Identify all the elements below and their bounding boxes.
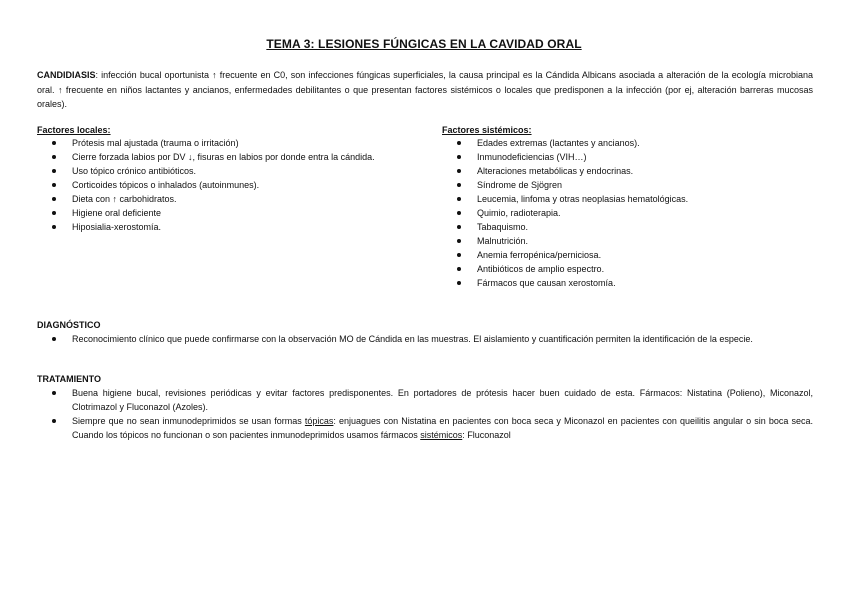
intro-paragraph bbox=[37, 68, 813, 112]
diagnosis-heading: DIAGNÓSTICO bbox=[37, 320, 101, 330]
bullet-icon bbox=[457, 141, 461, 145]
bullet-icon bbox=[52, 183, 56, 187]
list-item: Anemia ferropénica/perniciosa. bbox=[442, 248, 812, 262]
list-item: Fármacos que causan xerostomía. bbox=[442, 276, 812, 290]
list-item: Inmunodeficiencias (VIH…) bbox=[442, 150, 812, 164]
bullet-icon bbox=[52, 337, 56, 341]
bullet-icon bbox=[52, 141, 56, 145]
list-item: Cierre forzada labios por DV ↓, fisuras en labios por donde entra la cándida. bbox=[37, 150, 407, 164]
systemic-factors-heading: Factores sistémicos: bbox=[442, 125, 532, 135]
treatment-list bbox=[37, 386, 813, 442]
bullet-icon bbox=[457, 267, 461, 271]
bullet-icon bbox=[457, 253, 461, 257]
list-item: Quimio, radioterapia. bbox=[442, 206, 812, 220]
bullet-icon bbox=[457, 211, 461, 215]
list-item: Hiposialia-xerostomía. bbox=[37, 220, 407, 234]
topicas-term: tópicas bbox=[304, 416, 334, 426]
list-item: Corticoides tópicos o inhalados (autoinmunes). bbox=[37, 178, 407, 192]
bullet-icon bbox=[52, 197, 56, 201]
list-item: Malnutrición. bbox=[442, 234, 812, 248]
bullet-icon bbox=[457, 197, 461, 201]
treatment-heading: TRATAMIENTO bbox=[37, 374, 101, 384]
diagnosis-list bbox=[37, 332, 813, 346]
list-item: Reconocimiento clínico que puede confirmarse con la observación MO de Cándida en las muestras. El aislamiento y cuantificación permiten la identificación de la especie. bbox=[37, 332, 813, 346]
bullet-icon bbox=[457, 239, 461, 243]
list-item: Prótesis mal ajustada (trauma o irritación) bbox=[37, 136, 407, 150]
bullet-icon bbox=[52, 211, 56, 215]
list-item: Edades extremas (lactantes y ancianos). bbox=[442, 136, 812, 150]
list-item: Dieta con ↑ carbohidratos. bbox=[37, 192, 407, 206]
list-item: Buena higiene bucal, revisiones periódicas y evitar factores predisponentes. En portadores de prótesis hacer buen cuidado de esta. Fármacos: Nistatina (Polieno), Miconazol, Clotrimazol y Fluconazol (Azoles). bbox=[37, 386, 813, 414]
local-factors-heading: Factores locales: bbox=[37, 125, 111, 135]
list-item: Leucemia, linfoma y otras neoplasias hematológicas. bbox=[442, 192, 812, 206]
list-item: Antibióticos de amplio espectro. bbox=[442, 262, 812, 276]
bullet-icon bbox=[457, 155, 461, 159]
intro-term: CANDIDIASIS bbox=[37, 70, 96, 80]
list-item: Síndrome de Sjögren bbox=[442, 178, 812, 192]
bullet-icon bbox=[52, 225, 56, 229]
list-item: Higiene oral deficiente bbox=[37, 206, 407, 220]
bullet-icon bbox=[457, 183, 461, 187]
systemic-factors-list bbox=[442, 136, 812, 290]
list-item: Tabaquismo. bbox=[442, 220, 812, 234]
list-item: Uso tópico crónico antibióticos. bbox=[37, 164, 407, 178]
list-item: Siempre que no sean inmunodeprimidos se usan formas tópicas: enjuagues con Nistatina en pacientes con boca seca y Miconazol en pacientes con queilitis angular o sin boca seca. Cuando los tópicos no funcionan o son pacientes inmunodeprimidos usamos fármacos sistémicos: Fluconazol bbox=[37, 414, 813, 442]
local-factors-list bbox=[37, 136, 407, 234]
bullet-icon bbox=[52, 169, 56, 173]
list-item: Alteraciones metabólicas y endocrinas. bbox=[442, 164, 812, 178]
sistemicos-term: sistémicos bbox=[420, 430, 463, 440]
bullet-icon bbox=[457, 169, 461, 173]
bullet-icon bbox=[457, 225, 461, 229]
page-title: TEMA 3: LESIONES FÚNGICAS EN LA CAVIDAD ORAL bbox=[266, 37, 582, 51]
bullet-icon bbox=[457, 281, 461, 285]
bullet-icon bbox=[52, 391, 56, 395]
bullet-icon bbox=[52, 155, 56, 159]
bullet-icon bbox=[52, 419, 56, 423]
intro-text: : infección bucal oportunista ↑ frecuente en C0, son infecciones fúngicas superficiales, la causa principal es la Cándida Albicans asociada a alteración de la ecología microbiana oral. ↑ frecuente en niños lactantes y ancianos, enfermedades debilitantes o que presentan factores sistémicos o locales que predisponen a la infección (por ej, alteración barreras mucosas orales). bbox=[37, 70, 813, 109]
